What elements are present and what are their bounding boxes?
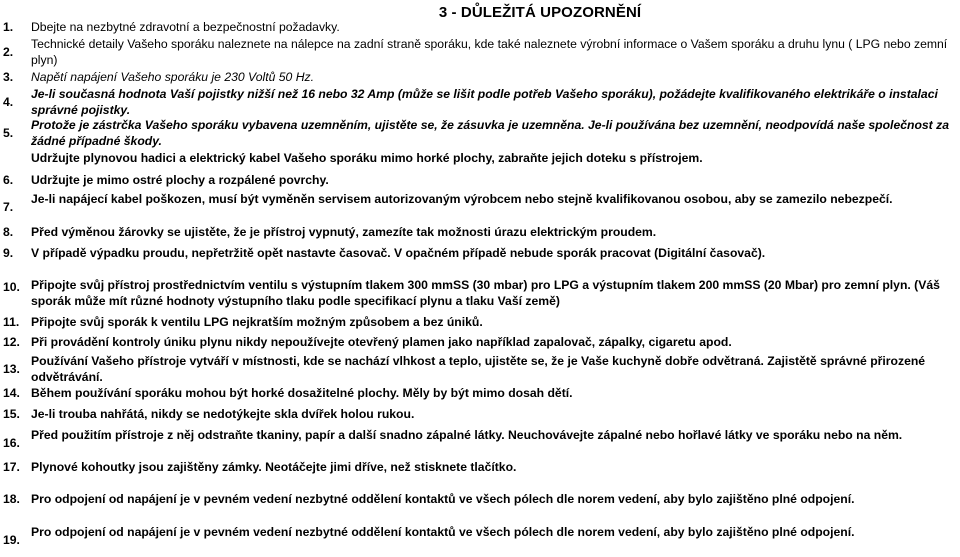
item-number: 4. [3, 95, 14, 109]
item-text: Technické detaily Vašeho sporáku naleznete na nálepce na zadní straně sporáku, kde také naleznete výrobní informace o Vašem sporáku a druhu lynu ( LPG nebo zemní plyn) [31, 37, 948, 67]
item-text: Dbejte na nezbytné zdravotní a bezpečnostní požadavky. [31, 20, 340, 34]
item-number: 12. [3, 335, 20, 349]
item-text: Používání Vašeho přístroje vytváří v místnosti, kde se nachází vlhkost a teplo, ujistěte se, že je Vaše kuchyně dobře odvětraná. Zajistětě správné přirozené odvětrávání. [31, 354, 926, 384]
item-number: 13. [3, 362, 20, 376]
item-text: Je-li současná hodnota Vaší pojistky nižší než 16 nebo 32 Amp (může se lišit podle potřeb Vašeho sporáku), požádejte kvalifikovaného elektrikáře o instalaci správné pojistky. [31, 87, 938, 117]
item-number: 15. [3, 407, 20, 421]
item-number: 10. [3, 280, 20, 294]
item-text: Je-li trouba nahřátá, nikdy se nedotýkejte skla dvířek holou rukou. [31, 407, 415, 421]
item-number: 14. [3, 386, 20, 400]
item-text: Udržujte plynovou hadici a elektrický kabel Vašeho sporáku mimo horké plochy, zabraňte jejich doteku s přístrojem. [31, 151, 703, 165]
item-number: 17. [3, 460, 20, 474]
item-number: 8. [3, 225, 14, 239]
item-text: Udržujte je mimo ostré plochy a rozpálené povrchy. [31, 173, 329, 187]
item-text: Během používání sporáku mohou být horké dosažitelné plochy. Měly by být mimo dosah dětí. [31, 386, 573, 400]
item-number: 6. [3, 173, 14, 187]
item-number: 5. [3, 126, 14, 140]
page-title: 3 - DŮLEŽITÁ UPOZORNĚNÍ [438, 4, 642, 21]
item-number: 16. [3, 436, 20, 450]
item-number: 3. [3, 70, 14, 84]
item-text: Před výměnou žárovky se ujistěte, že je přístroj vypnutý, zamezíte tak možnosti úrazu elektrickým proudem. [31, 225, 657, 239]
item-text: Připojte svůj sporák k ventilu LPG nejkratším možným způsobem a bez úniků. [31, 315, 483, 329]
item-number: 2. [3, 45, 14, 59]
item-text: Je-li napájecí kabel poškozen, musí být vyměněn servisem autorizovaným výrobcem nebo stejně kvalifikovanou osobou, aby se zamezilo nebezpečí. [31, 192, 893, 206]
item-number: 1. [3, 20, 14, 34]
item-number: 18. [3, 492, 20, 506]
item-text: Pro odpojení od napájení je v pevném vedení nezbytné oddělení kontaktů ve všech pólech dle norem vedení, aby bylo zajištěno plné odpojení. [31, 525, 855, 539]
item-number: 7. [3, 200, 14, 214]
item-text: Napětí napájení Vašeho sporáku je 230 Voltů 50 Hz. [31, 70, 314, 84]
item-number: 11. [3, 315, 20, 329]
item-number: 19. [3, 533, 20, 547]
item-text: Plynové kohoutky jsou zajištěny zámky. Neotáčejte jimi dříve, než stisknete tlačítko. [31, 460, 517, 474]
item-text: Připojte svůj přístroj prostřednictvím ventilu s výstupním tlakem 300 mmSS (30 mbar) pro LPG a výstupním tlakem 200 mmSS (20 Mbar) pro zemní plyn. (Váš sporák může mít různé hodnoty výstupního tlaku podle specifikací plynu a tlaku Vaší země) [31, 278, 940, 308]
item-text: V případě výpadku proudu, nepřetržitě opět nastavte časovač. V opačném případě nebude sporák pracovat (Digitální časovač). [31, 246, 766, 260]
item-text: Pro odpojení od napájení je v pevném vedení nezbytné oddělení kontaktů ve všech pólech dle norem vedení, aby bylo zajištěno plné odpojení. [31, 492, 855, 506]
item-number: 9. [3, 246, 14, 260]
item-text: Protože je zástrčka Vašeho sporáku vybavena uzemněním, ujistěte se, že zásuvka je uzemněna. Je-li používána bez uzemnění, neodpovídá naše společnost za žádné případné škody. [31, 118, 949, 148]
item-text: Při provádění kontroly úniku plynu nikdy nepoužívejte otevřený plamen jako například zapalovač, zápalky, cigaretu apod. [31, 335, 732, 349]
item-text: Před použitím přístroje z něj odstraňte tkaniny, papír a další snadno zápalné látky. Neuchovávejte zápalné nebo hořlavé látky ve sporáku nebo na něm. [31, 428, 903, 442]
